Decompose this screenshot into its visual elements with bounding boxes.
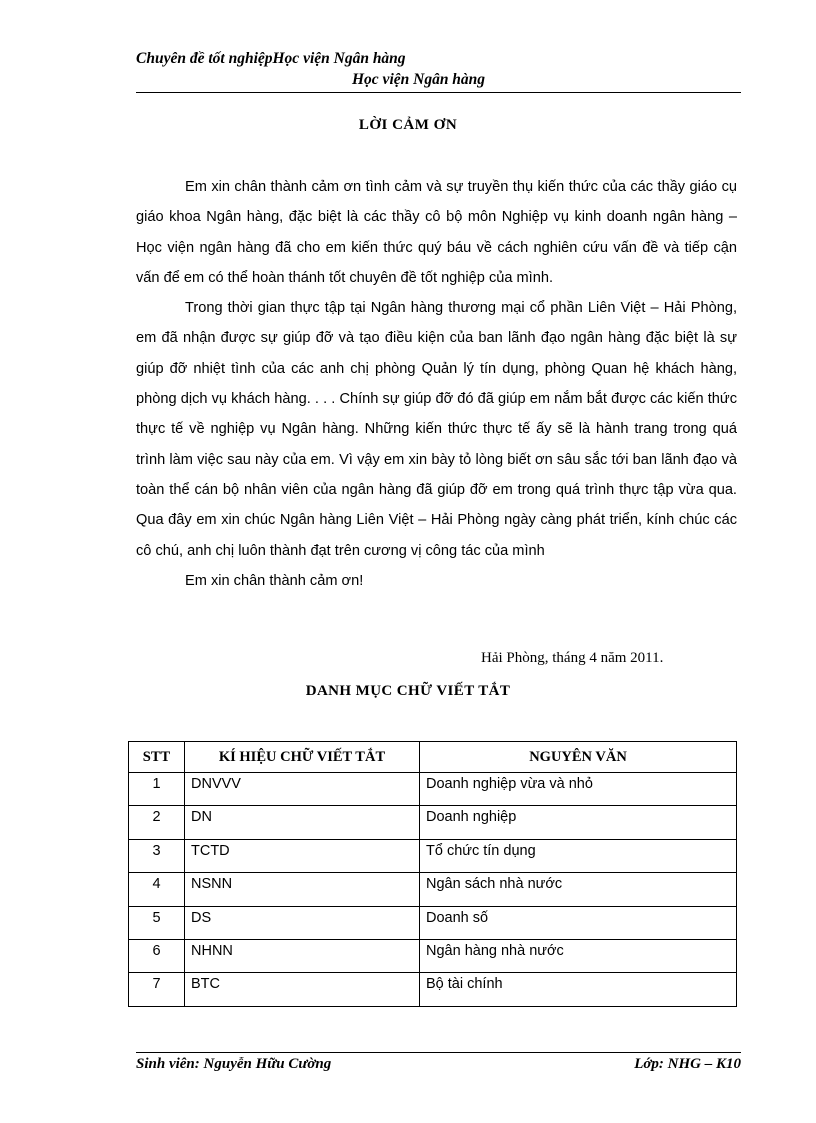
header-abbreviation: KÍ HIỆU CHỮ VIẾT TẮT: [185, 742, 420, 773]
row-abbreviation: NSNN: [185, 873, 420, 906]
row-full-text: Tổ chức tín dụng: [420, 839, 737, 872]
footer-rule: [136, 1052, 741, 1053]
table-row: [129, 773, 737, 806]
row-abbreviation: DN: [185, 806, 420, 839]
row-full-text: Ngân hàng nhà nước: [420, 939, 737, 972]
table-row: [129, 939, 737, 972]
row-stt: 1: [129, 773, 185, 806]
header-line-1: Chuyên đề tốt nghiệpHọc viện Ngân hàng: [136, 50, 406, 67]
row-full-text: Bộ tài chính: [420, 973, 737, 1006]
row-abbreviation: TCTD: [185, 839, 420, 872]
row-abbreviation: DS: [185, 906, 420, 939]
row-stt: 7: [129, 973, 185, 1006]
row-abbreviation: BTC: [185, 973, 420, 1006]
table-row: [129, 906, 737, 939]
thanks-title: LỜI CẢM ƠN: [358, 117, 458, 133]
header-stt: STT: [129, 742, 185, 773]
footer-student: Sinh viên: Nguyễn Hữu Cường: [136, 1056, 332, 1072]
thanks-paragraph-1: Em xin chân thành cảm ơn tình cảm và sự truyền thụ kiến thức của các thầy giáo cụ giáo khoa Ngân hàng, đặc biệt là các thầy cô bộ môn Nghiệp vụ kinh doanh ngân hàng – Học viện ngân hàng đã cho em kiến thức quý báu về cách nghiên cứu vấn đề và tiếp cận vấn để em có thể hoàn thánh tốt chuyên đề tốt nghiệp của mình.: [136, 179, 737, 286]
row-stt: 6: [129, 939, 185, 972]
thanks-paragraph-3: Em xin chân thành cảm ơn!: [185, 572, 364, 589]
row-abbreviation: NHNN: [185, 939, 420, 972]
page-footer: [136, 1052, 741, 1072]
row-abbreviation: DNVVV: [185, 773, 420, 806]
header-rule: [136, 92, 741, 93]
row-full-text: Doanh nghiệp: [420, 806, 737, 839]
place-date: Hải Phòng, tháng 4 năm 2011.: [481, 650, 664, 666]
row-stt: 2: [129, 806, 185, 839]
header-full-text: NGUYÊN VĂN: [420, 742, 737, 773]
row-stt: 3: [129, 839, 185, 872]
table-row: [129, 873, 737, 906]
abbreviations-title: DANH MỤC CHỮ VIẾT TẮT: [305, 683, 511, 699]
table-header-row: [129, 742, 737, 773]
header-line-2: Học viện Ngân hàng: [352, 71, 486, 88]
abbreviations-table: [128, 741, 737, 1007]
footer-class: Lớp: NHG – K10: [634, 1056, 741, 1072]
thanks-paragraph-2: Trong thời gian thực tập tại Ngân hàng thương mại cổ phần Liên Việt – Hải Phòng, em đã nhận được sự giúp đỡ và tạo điều kiện của ban lãnh đạo ngân hàng đặc biệt là sự giúp đỡ nhiệt tình của các anh chị phòng Quản lý tín dụng, phòng Quan hệ khách hàng, phòng dịch vụ khách hàng. . . . Chính sự giúp đỡ đó đã giúp em nắm bắt được các kiến thức thực tế về nghiệp vụ Ngân hàng. Những kiến thức thực tế ấy sẽ là hành trang trong quá trình làm việc sau này của em. Vì vậy em xin bày tỏ lòng biết ơn sâu sắc tới ban lãnh đạo và toàn thể cán bộ nhân viên của ngân hàng đã giúp đỡ em trong quá trình thực tập vừa qua. Qua đây em xin chúc Ngân hàng Liên Việt – Hải Phòng ngày càng phát triển, kính chúc các cô chú, anh chị luôn thành đạt trên cương vị công tác của mình: [136, 300, 737, 559]
table-row: [129, 806, 737, 839]
row-full-text: Doanh nghiệp vừa và nhỏ: [420, 773, 737, 806]
row-stt: 4: [129, 873, 185, 906]
row-full-text: Doanh số: [420, 906, 737, 939]
table-row: [129, 973, 737, 1006]
row-full-text: Ngân sách nhà nước: [420, 873, 737, 906]
table-row: [129, 839, 737, 872]
thanks-body: [136, 172, 737, 596]
row-stt: 5: [129, 906, 185, 939]
page-header: [136, 48, 741, 90]
